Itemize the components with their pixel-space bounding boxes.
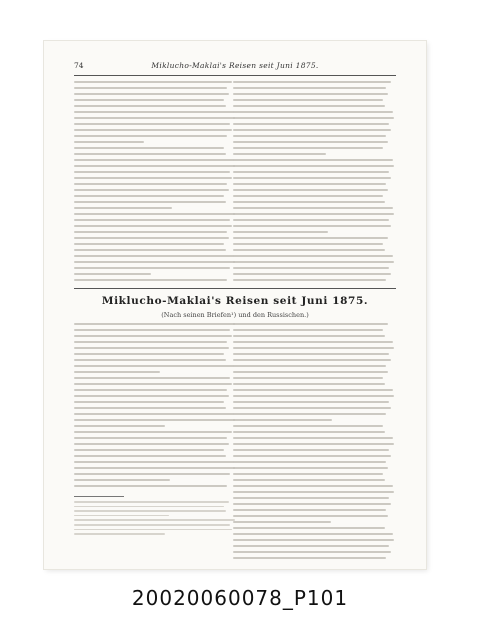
text-line [233,159,393,161]
text-line [233,557,386,559]
text-line [74,117,235,119]
text-line [233,365,386,367]
text-line [74,165,235,167]
text-line [233,449,389,451]
text-line [233,401,389,403]
text-line [74,225,232,227]
text-line [233,509,386,511]
text-line [74,479,170,481]
text-line [233,279,386,281]
text-line [74,273,151,275]
text-line [74,213,235,215]
text-line [233,371,388,373]
text-line [233,407,391,409]
text-line [233,461,386,463]
text-line [233,219,389,221]
text-line [233,419,332,421]
text-line [233,105,385,107]
text-line [233,81,391,83]
text-line [74,359,226,361]
text-line [233,341,393,343]
text-line [74,383,232,385]
text-line [233,383,385,385]
text-line [233,437,393,439]
text-line [74,219,230,221]
text-line [233,135,386,137]
text-line [74,419,235,421]
text-line [233,213,394,215]
text-line [233,153,326,155]
text-line [74,395,229,397]
text-line [74,485,227,487]
lower-left-column [74,323,237,487]
text-line [74,147,224,149]
text-line [74,510,226,512]
text-line [74,473,230,475]
text-line [233,377,383,379]
text-line [74,87,227,89]
text-line [74,323,235,325]
text-line [74,201,226,203]
text-line [74,455,226,457]
text-line [233,335,385,337]
text-line [74,533,165,535]
text-line [74,437,227,439]
text-line [233,431,385,433]
lower-right-column [233,323,396,559]
text-line [74,111,234,113]
text-line [233,425,383,427]
article-subtitle: (Nach seinen Briefen¹) und den Russischen.) [161,311,309,319]
footnote-rule [74,496,124,497]
text-line [233,183,386,185]
text-line [233,353,389,355]
text-line [233,497,389,499]
text-line [74,249,226,251]
text-line [74,255,234,257]
text-line [233,329,383,331]
text-line [74,401,224,403]
text-line [233,231,328,233]
text-line [74,329,230,331]
text-line [74,231,227,233]
text-line [233,359,391,361]
text-line [233,207,393,209]
text-line [74,407,226,409]
text-line [233,87,386,89]
upper-right-column [233,81,396,281]
text-line [233,267,389,269]
text-line [233,93,388,95]
footnote-block [74,501,237,535]
text-line [233,243,383,245]
text-line [74,141,144,143]
text-line [74,425,165,427]
article-title: Miklucho-Maklai's Reisen seit Juni 1875. [101,295,369,307]
running-head [74,59,396,73]
text-line [74,519,235,521]
text-line [74,93,229,95]
upper-left-column [74,81,237,281]
text-line [74,279,227,281]
text-line [74,377,230,379]
text-line [74,177,232,179]
text-line [74,243,224,245]
text-line [233,533,393,535]
text-line [233,255,393,257]
text-line [233,473,383,475]
text-line [233,485,393,487]
text-line [233,237,388,239]
text-line [74,501,229,503]
text-line [233,527,385,529]
text-line [233,99,383,101]
text-line [233,201,385,203]
text-line [233,141,388,143]
text-line [233,455,391,457]
text-line [74,413,234,415]
text-line [74,506,224,508]
text-line [233,539,394,541]
text-line [74,347,229,349]
archive-id-caption: 20020060078_P101 [131,586,349,610]
text-line [233,261,394,263]
document-page [44,41,426,569]
text-line [74,183,227,185]
text-line [233,147,383,149]
text-line [74,371,160,373]
text-line [233,123,389,125]
text-line [233,521,331,523]
text-line [74,195,224,197]
text-line [74,335,232,337]
text-line [233,129,391,131]
text-line [233,323,388,325]
text-line [74,171,230,173]
text-line [233,189,388,191]
text-line [233,413,386,415]
text-line [74,99,224,101]
text-line [233,117,394,119]
text-line [233,395,394,397]
text-line [74,267,230,269]
text-line [74,529,232,531]
running-title: Miklucho-Maklai's Reisen seit Juni 1875. [151,61,319,70]
text-line [74,135,227,137]
text-line [233,225,391,227]
text-line [233,545,389,547]
text-line [74,189,229,191]
text-line [74,524,230,526]
text-line [74,237,229,239]
text-line [233,551,391,553]
text-line [233,249,385,251]
text-line [74,467,235,469]
text-line [74,105,226,107]
text-line [233,111,393,113]
text-line [233,389,393,391]
text-line [74,129,232,131]
text-line [74,353,224,355]
text-line [74,449,224,451]
text-line [74,261,235,263]
text-line [74,389,227,391]
text-line [233,171,389,173]
text-line [233,467,388,469]
text-line [233,503,391,505]
text-line [74,431,232,433]
text-line [74,123,230,125]
text-line [74,365,234,367]
text-line [233,443,394,445]
text-line [233,165,394,167]
header-rule [74,75,396,76]
section-rule [74,288,396,289]
text-line [233,273,391,275]
text-line [74,159,234,161]
text-line [233,347,394,349]
text-line [233,491,394,493]
text-line [74,515,169,517]
text-line [74,341,227,343]
text-line [233,479,385,481]
text-line [233,515,388,517]
text-line [233,195,383,197]
text-line [74,461,234,463]
text-line [74,153,226,155]
text-line [233,177,391,179]
text-line [74,443,229,445]
text-line [74,207,172,209]
text-line [74,81,232,83]
page-number: 74 [74,61,84,70]
